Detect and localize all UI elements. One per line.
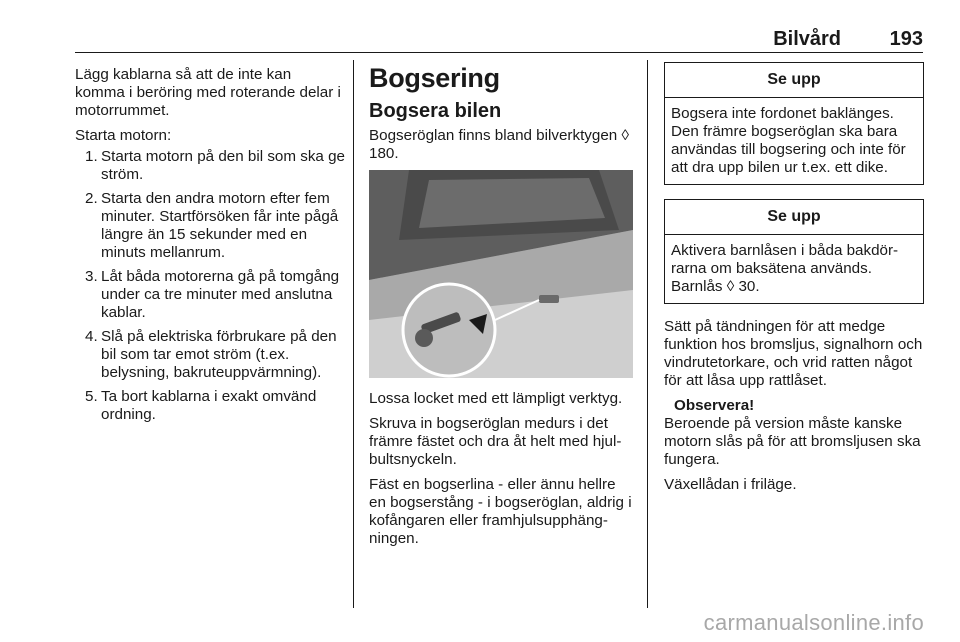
column-divider-1	[353, 60, 354, 608]
gearbox-paragraph: Växellådan i friläge.	[664, 476, 797, 493]
caution-box-2	[664, 199, 924, 304]
caution-text: Aktivera barnlåsen i båda bakdör-rarna om baksätena används. Barnlås ◊ 30.	[671, 242, 899, 295]
section-heading: Bogsering	[369, 63, 500, 93]
column-1	[75, 66, 345, 430]
note-title: Observera!	[674, 397, 755, 414]
column-2	[369, 62, 633, 555]
towing-eye-illustration	[369, 170, 633, 378]
page-header	[75, 28, 923, 50]
cover-paragraph: Lossa locket med ett lämpligt verktyg.	[369, 390, 623, 407]
caution-title: Se upp	[665, 63, 923, 98]
start-label: Starta motorn:	[75, 127, 172, 144]
start-steps-list	[75, 148, 345, 424]
header-divider	[75, 52, 923, 53]
list-item: 4. Slå på elektriska förbrukare på den bil som tar emot ström (t.ex. belysning, bakruteuppvärmning).	[85, 328, 337, 381]
list-item: 3. Låt båda motorerna gå på tomgång under ca tre minuter med anslutna kablar.	[85, 268, 340, 321]
column-3	[664, 62, 924, 501]
caution-text: Bogsera inte fordonet baklänges. Den främre bogseröglan ska bara användas till bogsering och inte för att dra upp bilen ur t.ex. ett dike.	[671, 105, 906, 176]
intro-paragraph: Lägg kablarna så att de inte kan komma i beröring med roterande delar i motorrummet.	[75, 66, 341, 119]
subsection-heading: Bogsera bilen	[369, 100, 502, 122]
note-text: Beroende på version måste kanske motorn slås på för att bromsljusen ska fungera.	[664, 415, 921, 468]
screw-paragraph: Skruva in bogseröglan medurs i det främre fästet och dra åt helt med hjul-bultsnyckeln.	[369, 415, 622, 468]
section-title: Bilvård	[773, 28, 841, 50]
towing-eye-image	[369, 170, 633, 378]
caution-box-1	[664, 62, 924, 185]
page-number: 193	[889, 28, 923, 50]
list-item: 2. Starta den andra motorn efter fem minuter. Startförsöken får inte pågå längre än 15 sekunder med en minuts mellanrum.	[85, 190, 339, 261]
tow-eye-paragraph: Bogseröglan finns bland bilverktygen ◊ 180.	[369, 127, 629, 162]
list-item: 5. Ta bort kablarna i exakt omvänd ordning.	[85, 388, 317, 423]
watermark: carmanualsonline.info	[703, 610, 924, 635]
caution-title: Se upp	[665, 200, 923, 235]
column-divider-2	[647, 60, 648, 608]
list-item: 1. Starta motorn på den bil som ska ge ström.	[85, 148, 345, 183]
tow-rope-paragraph: Fäst en bogserlina - eller ännu hellre en bogserstång - i bogseröglan, aldrig i kofångaren eller framhjulsupphäng-ningen.	[369, 476, 632, 547]
ignition-paragraph: Sätt på tändningen för att medge funktion hos bromsljus, signalhorn och vindrutetorkare, och vrid ratten något för att låsa upp rattlåset.	[664, 318, 923, 389]
